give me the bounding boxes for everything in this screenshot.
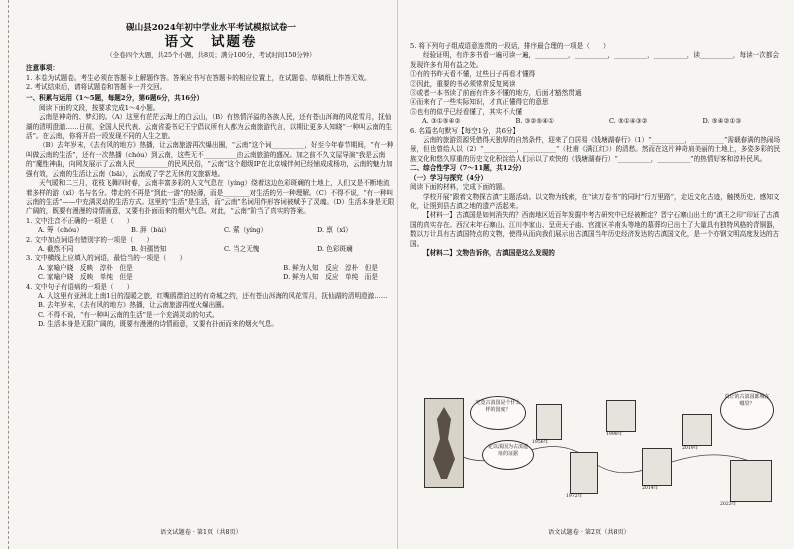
notice-heading: 注意事项：: [26, 64, 59, 73]
q5-item-3: ③或者一本书读了前面有许多不懂的地方，后面才豁然贯通: [410, 89, 582, 98]
subject-title: 语文 试题卷: [164, 34, 258, 51]
artifact-photo-3: [606, 400, 636, 432]
q2-options: [26, 245, 396, 254]
part2-subheading: （一）学习与探究（4分）: [410, 173, 488, 182]
bronze-figure-icon: [425, 399, 463, 487]
timeline-year-2: 1972年: [566, 494, 583, 499]
q3-option-a[interactable]: A. 家喻户晓 反映 淳朴 但是: [38, 263, 133, 272]
page-1: [26, 10, 396, 330]
artifact-photo-6: [730, 460, 772, 502]
exam-title: 砚山县2024年初中学业水平考试模拟试卷一: [125, 23, 296, 33]
artifact-photo-5: [682, 414, 712, 446]
q1-options: [26, 226, 396, 235]
q3-option-b[interactable]: B. 鲜为人知 反应 淳朴 但是: [283, 263, 378, 272]
q5-options: [410, 117, 782, 126]
q3-option-c[interactable]: C. 家喻户晓 反映 单纯 但是: [38, 273, 133, 282]
q5-option-b[interactable]: B. ③②⑤④①: [515, 117, 555, 126]
q5-stem: 5. 将下列句子组成语意连贯的一段话，排序最合理的一项是（ ）: [410, 42, 610, 50]
q4-stem: 4. 文中句子有语病的一项是（ ）: [26, 282, 134, 291]
q5-lead: 经验证明，有许多书看一遍可读一遍，__________，__________，__________，__________，读__________，每读一次都会发现许多有用有益之处。: [410, 51, 780, 69]
timeline-year-5: 2019年: [682, 446, 699, 451]
passage-para-2: （B）去年岁末，《去有风的地方》热播，让云南旅游再次爆出圈，“云南”这个词__________，好至今年春节期间，“有一种叫做云南的生活”，还有一次热播（chóu）到云南，这些无不__________由云南旅游的盛况。加之前不久文屋导演“我是云南的”魔性神曲，向网友展示了云南人民__________的民风民俗，“云南”这个超级IP在北京城伴何已经铺成成杨功，云南的魅力加强有效，云南的生活让云南（bāi），云南成了学艺无休的文旅新地。: [26, 141, 394, 178]
page-1-footer: 语文试题卷 · 第1页（共8页）: [160, 529, 242, 536]
artifact-photo-1: [536, 404, 562, 440]
part1-intro: 阅读下面的文段，按要求完成1～4小题。: [39, 103, 160, 112]
q2-option-a[interactable]: A. 截然不同: [38, 244, 74, 253]
q6-stem: 6. 名篇名句默写【每空1分，共6分】: [410, 126, 520, 135]
part2-para: 学校开展“跟着文物探古滇”主题活动。以文物为线索，在“读万卷书”的同时“行万里路”，走近文化古迹，触摸历史、感知文化，让照到县古滇之地的遗产活起来。: [410, 192, 780, 210]
passage-para-3: 天气暖和二三月，花枝飞舞四时春，云南丰富多彩的人文气息在（yíng）绕着这边色彩斑斓的土地上，人们又是不断地流着多样的游（xǐ）名与名分。带走的不再是“到此一游”的轻薄，而是________对生活的另一种理解。（C）不得不说，“有一种叫云南的生活”——中充满灵动的生活方式。这里的“生活”是生活，而“云南”名词用作形容词被赋予了灵魂。（D）生活本身是无限广阔的，既要有漫漫的诗情画意，又要有扑面而来的烟火气息。对此，“云南”阶当了真实的答案。: [26, 179, 395, 216]
binding-line: [8, 0, 10, 549]
q3-options-row-2: [26, 273, 396, 282]
q2-option-b[interactable]: B. 妇孺皆知: [131, 244, 167, 253]
q4-option-b[interactable]: B. 去年岁末，《去有风的地方》热播，让云南旅游再度火爆出圈。: [38, 301, 229, 310]
q5-item-5: ⑤也有的似乎已经看懂了，其实不大懂: [410, 107, 523, 116]
timeline-year-3: 1998年: [606, 432, 623, 437]
passage-para-1: 云南是神奇的、梦幻的。（A）这里有茫茫云海上的白云山，（B）有热情洋溢的各族人民，还有苍山洱海的风花雪月，抚仙湖的清明澄澈……日前，全国人民代表、云南省委书记王宁倡议所有人都为云南旅游代言，以期让更多人知晓“一种叫云南的生活”。在云南，你将开启一段发现不同的人生之旅。: [26, 113, 393, 141]
material-2-timeline: [420, 390, 780, 512]
page-2-footer: 语文试题卷 · 第2页（共8页）: [548, 529, 630, 536]
question-bubble-1: 究竟古滇国是个什么样的国度？: [470, 396, 526, 430]
q5-option-a[interactable]: A. ③①⑤④②: [422, 117, 461, 126]
material-1: 【材料一】古滇国是如何消失的？西南地区近百年发掘中考古研究中已经被断定？晋宁石寨山出土的“滇王之印”印证了古滇国的真实存在。西汉末年石寨山、江川李家山、呈贡天子庙、官渡区羊甫头等地的墓葬均已出土了大量具有独特风格的青铜器，数以万计具有古滇国特点的文物，使得从而向我们展示出古滇国当年历史经济发达的古滇国文化，是一个亦钢文明高度发达的古国。: [410, 211, 780, 248]
q1-option-c[interactable]: C. 萦（yíng）: [224, 226, 268, 235]
q4-option-c[interactable]: C. 不得不说，“有一种叫云南的生活”是一个充满灵动的句式。: [38, 310, 219, 319]
q5-option-d[interactable]: D. ⑤④②①③: [702, 117, 742, 126]
q6-text: 云南的旅游资源凭借得天独厚的自然条件，迎来了白居易《钱塘湖春行》（1）“__________，__________”需载春满的热闹场景，但也曾给人以（2）“__________，__________”（杜甫《满江红》）的清愁。然而在这片神奇肩美丽的土地上，多姿多彩的民族文化和悠久厚重的历史文化积淀给人们示以了欢快的（钱塘湖春行）“__________，__________”的热情好客和淳朴民风。: [410, 136, 781, 163]
page-divider: [397, 0, 398, 549]
question-bubble-3: 真正的古滇国都城在哪里？: [720, 390, 774, 430]
timeline-year-4: 2014年: [642, 486, 659, 491]
q1-option-a[interactable]: A. 筹（chóu）: [38, 226, 83, 235]
artifact-photo-4: [642, 448, 672, 486]
q5-item-1: ①有的书昨天看不懂，过些日子再看才懂得: [410, 70, 536, 79]
notice-item-1: 1. 本卷为试题卷。考生必须在答题卡上解题作答。答案应书写在答题卡的相应位置上，在试题卷、草稿纸上作答无效。: [26, 73, 371, 82]
q5-item-4: ④而来有了一些实际知识，才真正懂得它的意思: [410, 98, 549, 107]
q1-option-d[interactable]: D. 禀（xǐ）: [317, 226, 352, 235]
notice-item-2: 2. 考试结束后，请将试题卷和答题卡一并交回。: [26, 83, 167, 92]
part2-intro: 阅读下面的材料，完成下面的题。: [410, 183, 509, 192]
bronze-figure-image: [424, 398, 464, 488]
q3-options-row-1: [26, 264, 396, 273]
q1-option-b[interactable]: B. 湃（bài）: [131, 226, 171, 235]
q2-option-c[interactable]: C. 当之无愧: [224, 244, 260, 253]
q4-option-a[interactable]: A. 人这里有亚洲北上南1日的湿暖之旅，红嘴鸥漂泊过的有奇城之约，还有苍山洱海的风花雪月，抚仙湖的清明澄澈……: [38, 291, 388, 300]
page-2: [410, 42, 782, 258]
timeline-year-6: 2023年: [720, 502, 737, 507]
q3-option-d[interactable]: D. 鲜为人知 反应 单纯 而是: [283, 273, 378, 282]
q4-option-d[interactable]: D. 生活本身是无限广阔的，既要有漫漫的诗情画意，又要有扑面而来的烟火气息。: [38, 320, 279, 329]
q2-option-d[interactable]: D. 色彩斑斓: [317, 244, 353, 253]
q1-stem: 1. 文中注音不正确的一项是（ ）: [26, 216, 134, 225]
q2-stem: 2. 文中加点词语有错别字的一项是（ ）: [26, 235, 154, 244]
exam-info: （全卷四个大题，共25个小题，共8页；满分100分，考试时间150分钟）: [106, 50, 316, 59]
q5-option-c[interactable]: C. ⑤①④③②: [609, 117, 648, 126]
part2-heading: 二、综合性学习（7～11题，共12分）: [410, 164, 526, 173]
material-2-heading: 【材料二】文物告诉你，古滇国是这么发现的: [423, 248, 555, 257]
question-bubble-2: 定以滇国为古滇遗址的证据: [482, 440, 534, 470]
q5-item-2: ②因此，重要的书必须常常反复阅读: [410, 79, 516, 88]
timeline-year-1: 1956年: [532, 440, 549, 445]
artifact-photo-2: [570, 452, 598, 494]
part1-heading: 一、积累与运用（1～5题，每题2分，第6题6分，共16分）: [26, 94, 204, 103]
q3-stem: 3. 文中横线上应填入的词语，最恰当的一项是（ ）: [26, 254, 187, 263]
